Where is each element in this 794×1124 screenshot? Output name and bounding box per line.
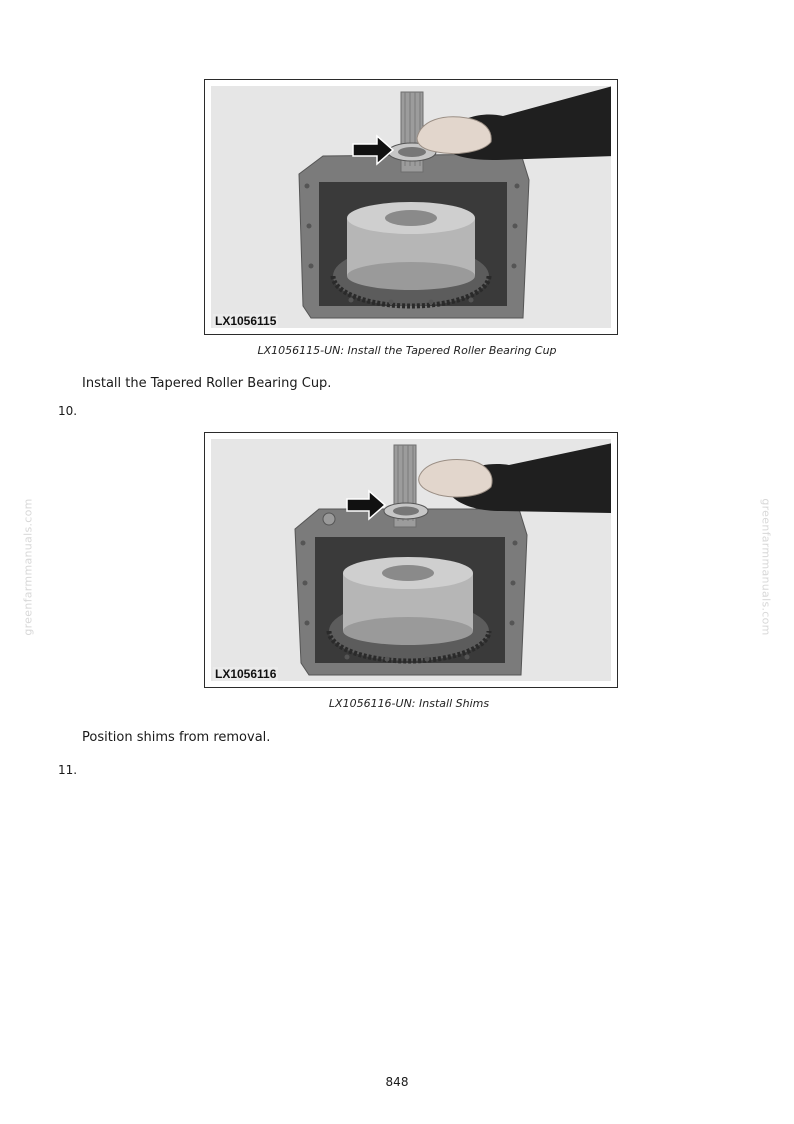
figure-caption: LX1056116-UN: Install Shims	[328, 697, 490, 710]
watermark-left: greenfarmmanuals.com	[21, 498, 35, 636]
step-instruction: Position shims from removal.	[82, 730, 271, 745]
gearbox-photo	[211, 439, 611, 681]
figure-shims	[204, 432, 618, 688]
gearbox-photo	[211, 86, 611, 328]
step-number: 10.	[58, 404, 78, 418]
figure-caption: LX1056115-UN: Install the Tapered Roller Bearing Cup	[257, 344, 557, 357]
figure-bearing-cup	[204, 79, 618, 335]
step-instruction: Install the Tapered Roller Bearing Cup.	[82, 376, 332, 391]
figure-code-label: LX1056116	[215, 667, 277, 681]
watermark-right: greenfarmmanuals.com	[759, 498, 773, 636]
page-number: 848	[385, 1075, 409, 1089]
step-number: 11.	[58, 763, 78, 777]
figure-code-label: LX1056115	[215, 314, 277, 328]
